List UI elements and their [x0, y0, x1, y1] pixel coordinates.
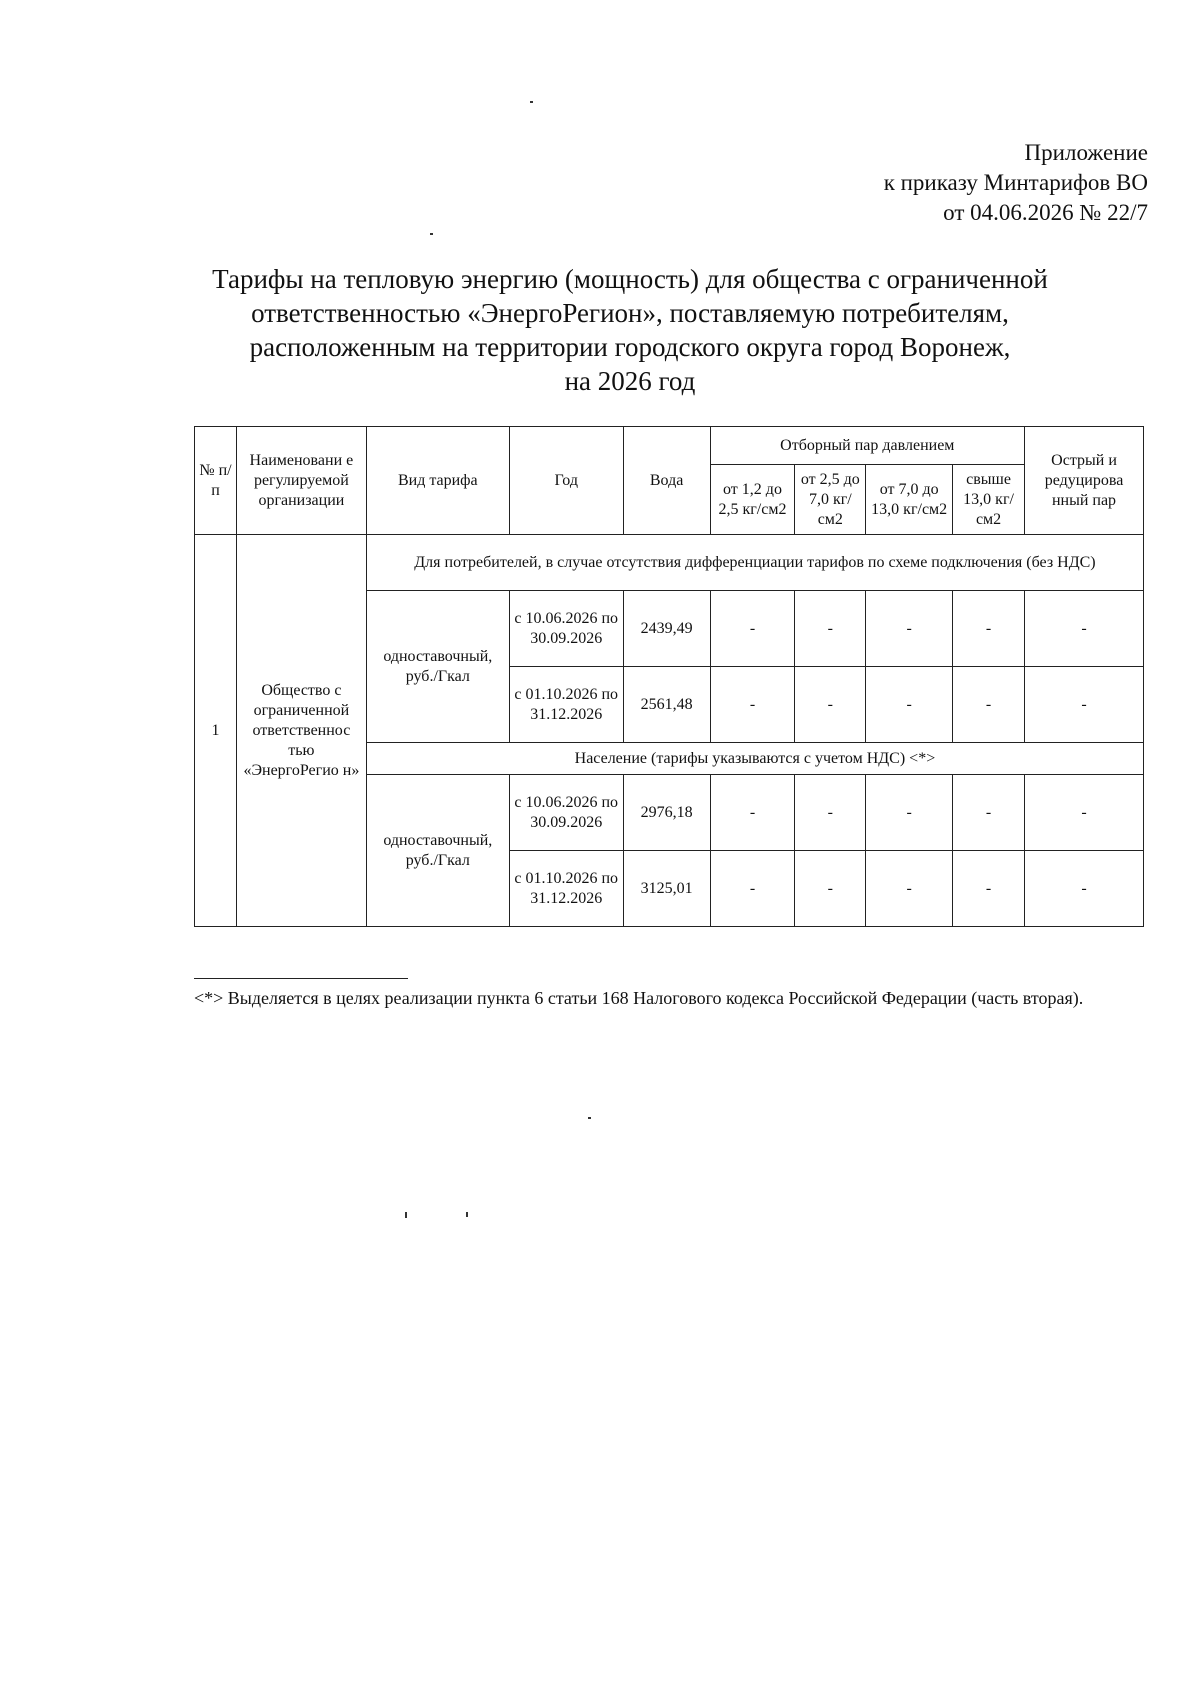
- header-water: Вода: [623, 427, 710, 535]
- period-cell: с 10.06.2026 по 30.09.2026: [509, 775, 623, 851]
- header-steam-1: от 1,2 до 2,5 кг/см2: [710, 465, 795, 535]
- steam-1-value: -: [710, 667, 795, 743]
- water-value: 2976,18: [623, 775, 710, 851]
- steam-3-value: -: [866, 851, 953, 927]
- steam-2-value: -: [795, 667, 866, 743]
- sharp-steam-value: -: [1025, 851, 1144, 927]
- steam-2-value: -: [795, 851, 866, 927]
- tariffs-table: [194, 426, 1144, 927]
- water-value: 2561,48: [623, 667, 710, 743]
- period-cell: с 10.06.2026 по 30.09.2026: [509, 591, 623, 667]
- header-steam-group: Отборный пар давлением: [710, 427, 1024, 465]
- annex-title: Приложение: [1024, 140, 1148, 165]
- tariff-type-cell: одноставочный, руб./Гкал: [366, 775, 509, 927]
- steam-1-value: -: [710, 591, 795, 667]
- header-sharp-steam: Острый и редуцирова нный пар: [1025, 427, 1144, 535]
- row-number: 1: [195, 535, 237, 927]
- header-steam-3: от 7,0 до 13,0 кг/см2: [866, 465, 953, 535]
- steam-3-value: -: [866, 591, 953, 667]
- steam-4-value: -: [953, 851, 1025, 927]
- title-line-2: ответственностью «ЭнергоРегион», поставляемую потребителям,: [251, 298, 1009, 328]
- steam-4-value: -: [953, 667, 1025, 743]
- period-cell: с 01.10.2026 по 31.12.2026: [509, 851, 623, 927]
- steam-1-value: -: [710, 851, 795, 927]
- header-year: Год: [509, 427, 623, 535]
- header-steam-2: от 2,5 до 7,0 кг/см2: [795, 465, 866, 535]
- header-steam-4: свыше 13,0 кг/см2: [953, 465, 1025, 535]
- steam-3-value: -: [866, 775, 953, 851]
- water-value: 2439,49: [623, 591, 710, 667]
- footnote-divider: [194, 978, 408, 979]
- annex-block: [884, 138, 1148, 228]
- header-org: Наименовани е регулируемой организации: [236, 427, 366, 535]
- header-num: № п/п: [195, 427, 237, 535]
- footnote-text: <*> Выделяется в целях реализации пункта 6 статьи 168 Налогового кодекса Российской Федерации (часть вторая).: [194, 988, 1084, 1008]
- document-title: [190, 262, 1070, 398]
- water-value: 3125,01: [623, 851, 710, 927]
- section-label-consumers: Для потребителей, в случае отсутствия дифференциации тарифов по схеме подключения (без НДС): [366, 535, 1143, 591]
- organization-name: Общество с ограниченной ответственнос тью «ЭнергоРегио н»: [236, 535, 366, 927]
- scan-speck: [405, 1212, 407, 1218]
- sharp-steam-value: -: [1025, 775, 1144, 851]
- period-cell: с 01.10.2026 по 31.12.2026: [509, 667, 623, 743]
- annex-order-date: от 04.06.2026 № 22/7: [943, 200, 1148, 225]
- sharp-steam-value: -: [1025, 591, 1144, 667]
- scan-speck: [430, 233, 433, 235]
- steam-4-value: -: [953, 775, 1025, 851]
- title-line-3: расположенным на территории городского округа город Воронеж,: [249, 332, 1011, 362]
- annex-order-ref: к приказу Минтарифов ВО: [883, 170, 1148, 195]
- steam-3-value: -: [866, 667, 953, 743]
- header-tariff-type: Вид тарифа: [366, 427, 509, 535]
- steam-1-value: -: [710, 775, 795, 851]
- scan-speck: [466, 1212, 468, 1217]
- title-line-4: на 2026 год: [564, 366, 696, 396]
- steam-4-value: -: [953, 591, 1025, 667]
- title-line-1: Тарифы на тепловую энергию (мощность) для общества с ограниченной: [212, 264, 1048, 294]
- steam-2-value: -: [795, 775, 866, 851]
- steam-2-value: -: [795, 591, 866, 667]
- sharp-steam-value: -: [1025, 667, 1144, 743]
- tariff-type-cell: одноставочный, руб./Гкал: [366, 591, 509, 743]
- section-label-population: Население (тарифы указываются с учетом НДС) <*>: [366, 743, 1143, 775]
- scan-speck: [588, 1117, 591, 1119]
- scan-speck: [530, 101, 533, 103]
